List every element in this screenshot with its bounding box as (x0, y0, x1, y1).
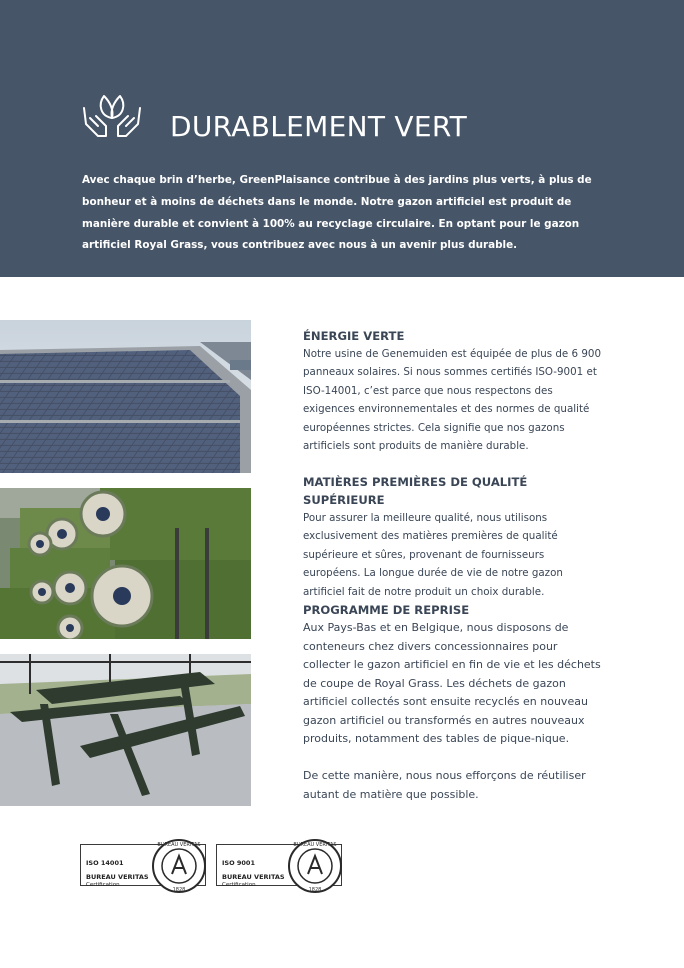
section-green-energy (303, 327, 603, 455)
solar-panels-photo (0, 320, 251, 473)
bureau-veritas-seal-icon (150, 836, 208, 896)
hands-holding-leaf-icon (80, 88, 144, 142)
section-body: Pour assurer la meilleure qualité, nous utilisons exclusivement des matières premières de qualité supérieure et sûres, provenant de fournisseurs européens. La longue durée de vie de notre gazon artificiel fait de notre produit un choix durable. (303, 512, 563, 598)
certifier-name: BUREAU VERITAS (222, 873, 285, 881)
seal-text: BUREAU VERITAS (157, 842, 201, 848)
certification-label: Certification (86, 882, 120, 888)
section-body: Aux Pays-Bas et en Belgique, nous disposons de conteneurs chez divers concessionnaires pour collecter le gazon artificiel en fin de vie et les déchets de coupe de Royal Grass. Les déchets de gazon artificiel collectés sont ensuite recyclés en nouveau gazon artificiel ou transformés en autres nouveaux produits, notamment des tables de pique-nique. (303, 621, 601, 745)
closing-paragraph: De cette manière, nous nous efforçons de réutiliser autant de matière que possible. (303, 769, 586, 801)
seal-text: BUREAU VERITAS (293, 842, 337, 848)
seal-year: 1828 (172, 887, 186, 893)
section-takeback-program (303, 601, 603, 749)
section-title: MATIÈRES PREMIÈRES DE QUALITÉ SUPÉRIEURE (303, 475, 528, 507)
hero-banner (0, 0, 684, 277)
certifier-name: BUREAU VERITAS (86, 873, 149, 881)
page-title: DURABLEMENT VERT (170, 110, 467, 143)
iso-14001-certification-badge (80, 836, 210, 896)
iso-9001-certification-badge (216, 836, 346, 896)
seal-year: 1828 (308, 887, 322, 893)
turf-rolls-photo (0, 488, 251, 639)
iso-label: ISO 14001 (86, 859, 124, 867)
section-title: PROGRAMME DE REPRISE (303, 603, 470, 617)
section-body: Notre usine de Genemuiden est équipée de plus de 6 900 panneaux solaires. Si nous sommes certifiés ISO-9001 et ISO-14001, c’est parce que nous respectons des exigences environnementales et des normes de qualité européennes strictes. Cela signifie que nos gazons artificiels sont produits de manière durable. (303, 348, 602, 453)
certification-label: Certification (222, 882, 256, 888)
iso-label: ISO 9001 (222, 859, 255, 867)
intro-paragraph: Avec chaque brin d’herbe, GreenPlaisance contribue à des jardins plus verts, à plus de bonheur et à moins de déchets dans le monde. Notre gazon artificiel est produit de manière durable et convient à 100% au recyclage circulaire. En optant pour le gazon artificiel Royal Grass, vous contribuez avec nous à un avenir plus durable. (82, 174, 592, 252)
section-raw-materials (303, 473, 603, 601)
picnic-table-photo (0, 654, 251, 806)
bureau-veritas-seal-icon (286, 836, 344, 896)
section-title: ÉNERGIE VERTE (303, 329, 405, 343)
